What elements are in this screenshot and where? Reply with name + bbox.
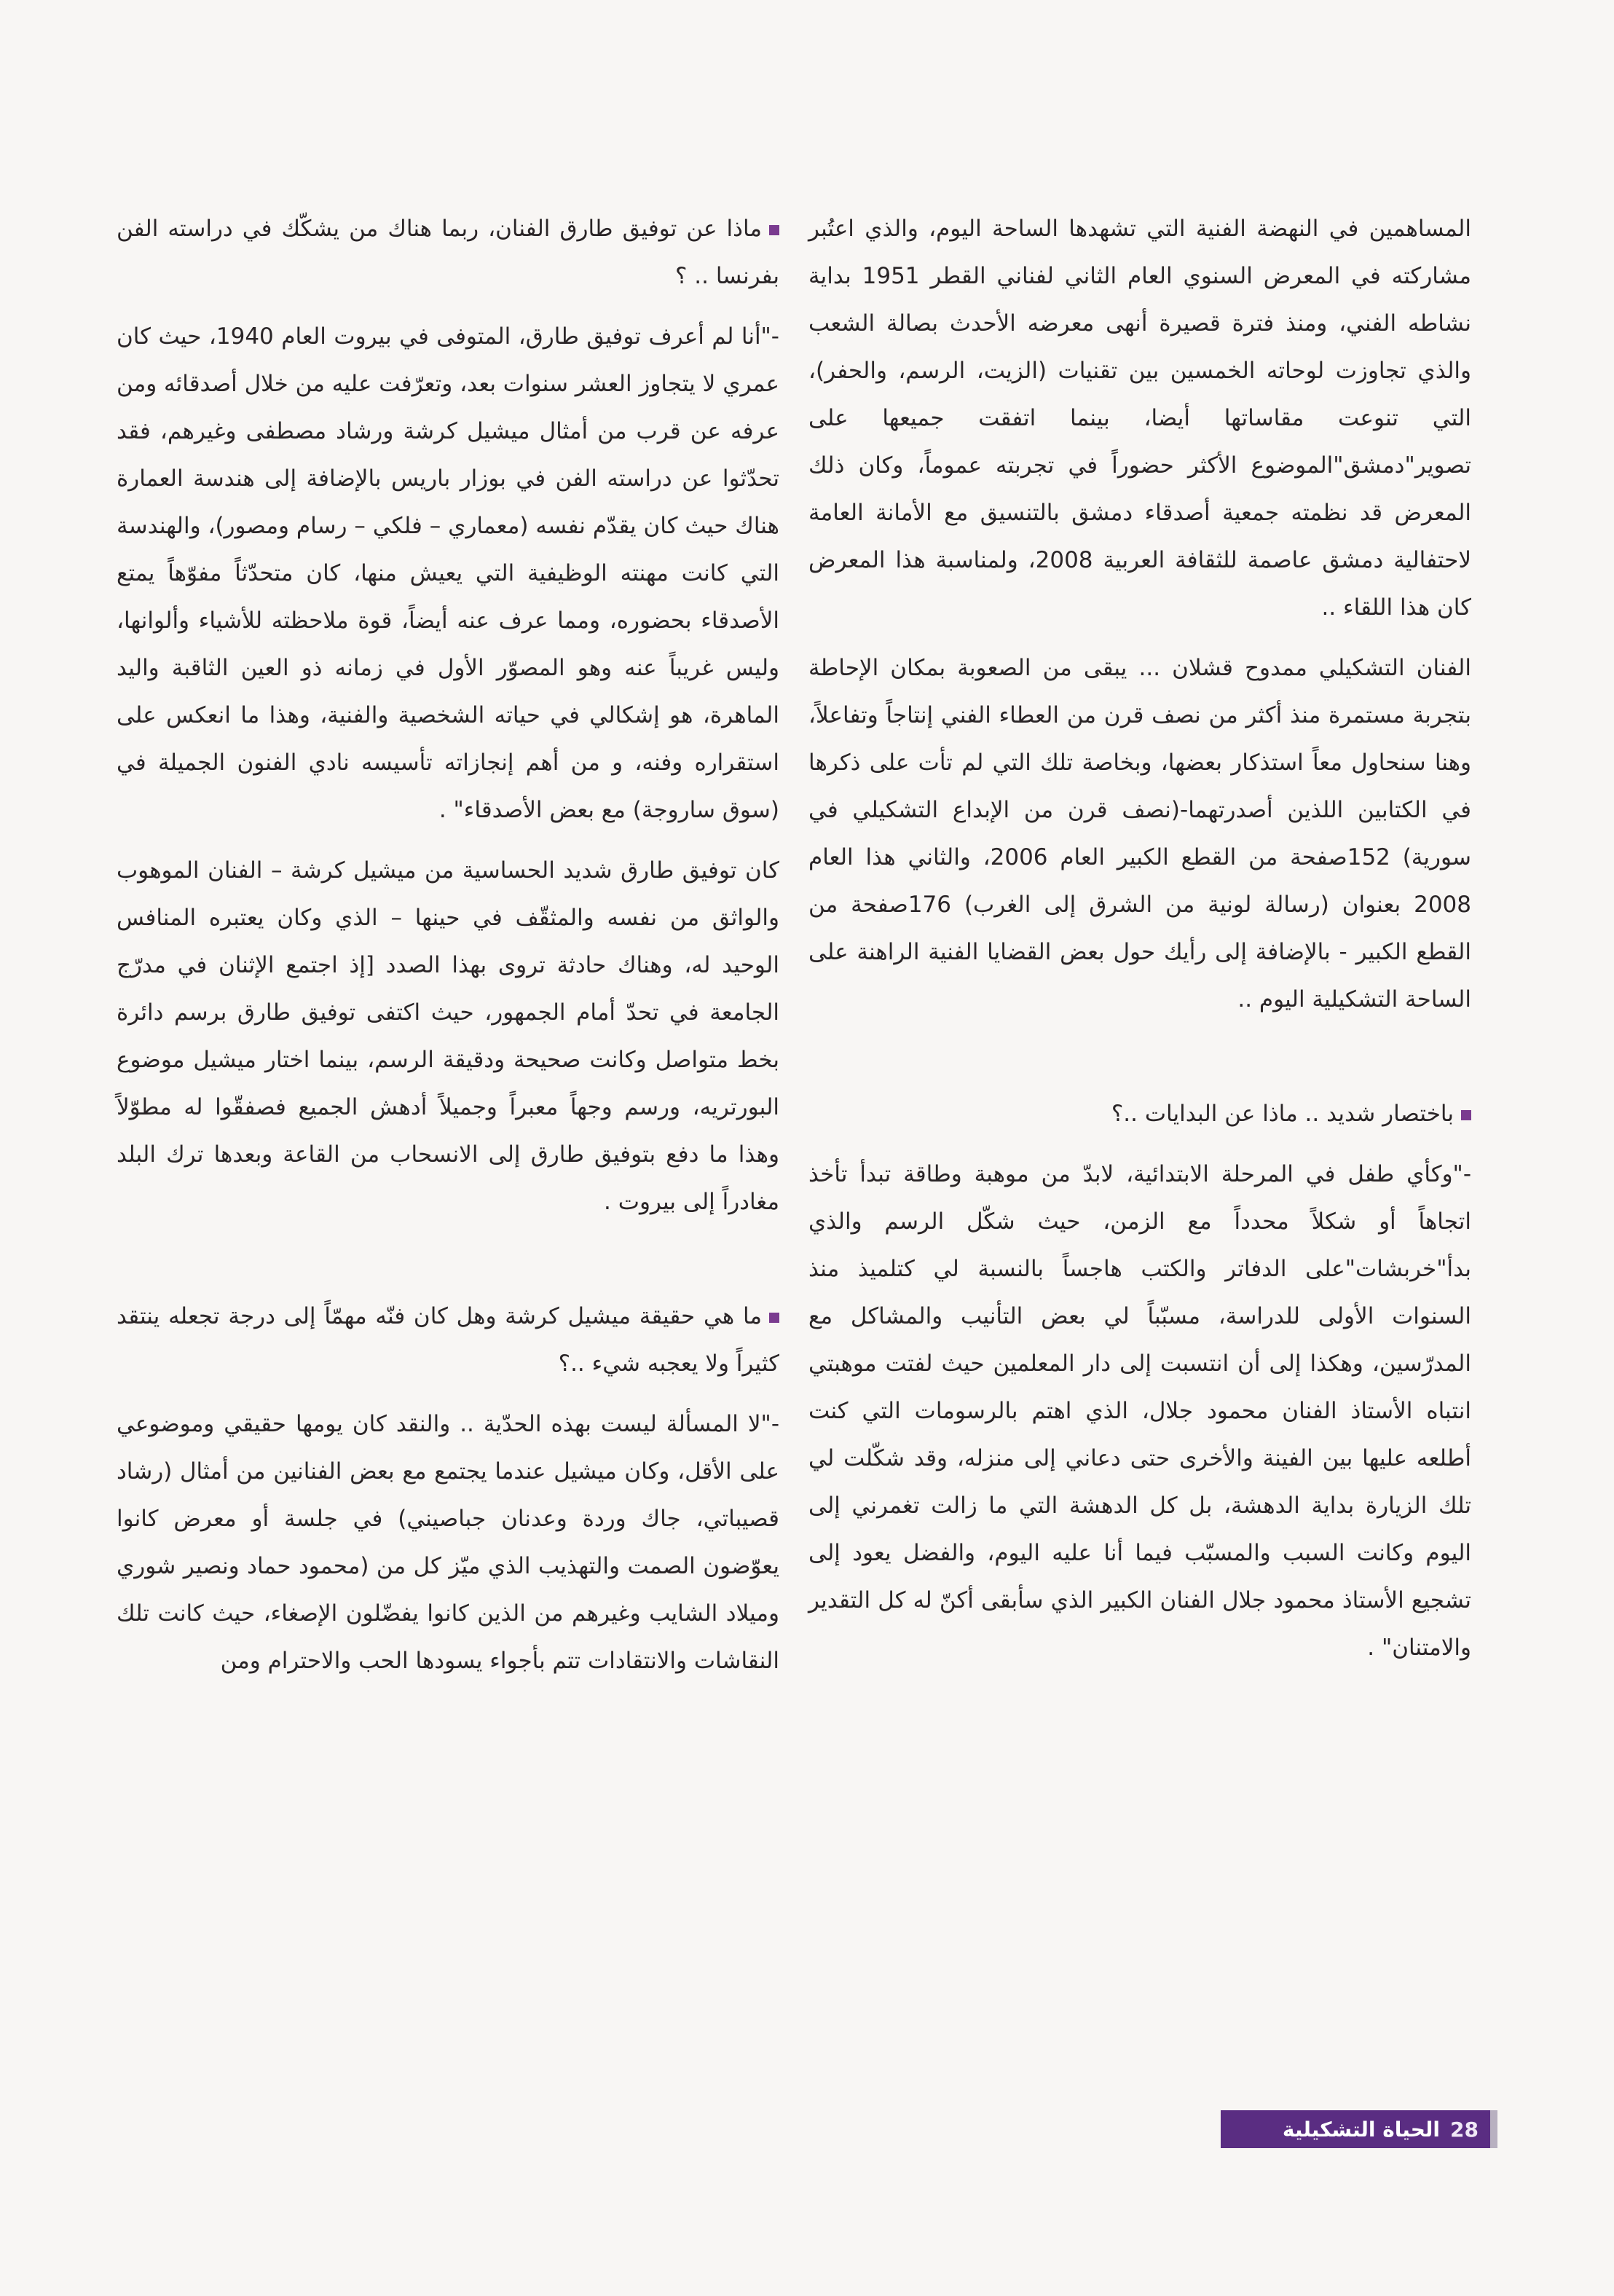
question-beginnings-text: باختصار شديد .. ماذا عن البدايات ..؟ (1111, 1101, 1454, 1127)
kurshe-paragraph: كان توفيق طارق شديد الحساسية من ميشيل كرشة – الفنان الموهوب والواثق من نفسه والمثقّف في حينها – الذي وكان يعتبره المنافس الوحيد له، وهناك حادثة تروى بهذا الصدد [إذ اجتمع الإثنان في مدرّج الجامعة في تحدّ أمام الجمهور، حيث اكتفى توفيق طارق برسم دائرة بخط متواصل وكانت صحيحة ودقيقة الرسم، بينما اختار ميشيل موضوع البورتريه، ورسم وجهاً معبراً وجميلاً أدهش الجميع فصفقّوا له مطوّلاً وهذا ما دفع بتوفيق طارق إلى الانسحاب من القاعة وبعدها ترك البلد مغادراً إلى بيروت . (117, 857, 779, 1215)
page-number: 28 (1450, 2117, 1479, 2142)
question-square-icon (769, 225, 779, 235)
question-beginnings (808, 1090, 1471, 1138)
intro-paragraph: المساهمين في النهضة الفنية التي تشهدها الساحة اليوم، والذي اعتُبر مشاركته في المعرض السنوي العام الثاني لفناني القطر 1951 بداية نشاطه الفني، ومنذ فترة قصيرة أنهى معرضه الأحدث بصالة الشعب والذي تجاوزت لوحاته الخمسين بين تقنيات (الزيت، الرسم، والحفر)، التي تنوعت مقاساتها أيضا، بينما اتفقت جميعها على تصوير"دمشق"الموضوع الأكثر حضوراً في تجربته عموماً، وكان ذلك المعرض قد نظمته جمعية أصدقاء دمشق بالتنسيق مع الأمانة العامة لاحتفالية دمشق عاصمة للثقافة العربية 2008، ولمناسبة هذا المعرض كان هذا اللقاء .. (808, 216, 1472, 621)
question-tawfiq (117, 205, 779, 300)
question-criticism (117, 1293, 779, 1388)
right-column (808, 205, 1471, 1685)
books-paragraph: الفنان التشكيلي ممدوح قشلان ... يبقى من الصعوبة بمكان الإحاطة بتجربة مستمرة منذ أكثر من نصف قرن من العطاء الفني إنتاجاً وتفاعلاً، وهنا سنحاول معاً استذكار بعضها، وبخاصة تلك التي لم تأت على ذكرها في الكتابين اللذين أصدرتهما-(نصف قرن من الإبداع التشكيلي في سورية) 152صفحة من القطع الكبير العام 2006، والثاني هذا العام 2008 بعنوان (رسالة لونية من الشرق إلى الغرب) 176صفحة من القطع الكبير - بالإضافة إلى رأيك حول بعض القضايا الفنية الراهنة على الساحة التشكيلية اليوم .. (808, 655, 1472, 1013)
question-tawfiq-text: ماذا عن توفيق طارق الفنان، ربما هناك من يشكّك في دراسته الفن بفرنسا .. ؟ (117, 216, 779, 289)
answer-tawfiq: -"أنا لم أعرف توفيق طارق، المتوفى في بيروت العام 1940، حيث كان عمري لا يتجاوز العشر سنوات بعد، وتعرّفت عليه من خلال أصدقائه ومن عرفه عن قرب من أمثال ميشيل كرشة ورشاد مصطفى وغيرهم، فقد تحدّثوا عن دراسته الفن في بوزار باريس بالإضافة إلى هندسة العمارة هناك حيث كان يقدّم نفسه (معماري – فلكي – رسام ومصور)، والهندسة التي كانت مهنته الوظيفية التي يعيش منها، كان متحدّثاً مفوّهاً يمتع الأصدقاء بحضوره، ومما عرف عنه أيضاً، قوة ملاحظته للأشياء وألوانها، وليس غريباً عنه وهو المصوّر الأول في زمانه ذو العين الثاقبة واليد الماهرة، هو إشكالي في حياته الشخصية والفنية، وهذا ما انعكس على استقراره وفنه، و من أهم إنجازاته تأسيسه نادي الفنون الجميلة في (سوق ساروجة) مع بعض الأصدقاء" . (117, 323, 779, 823)
question-square-icon (1461, 1110, 1471, 1120)
magazine-title: الحياة التشكيلية (1282, 2117, 1441, 2142)
question-square-icon (769, 1313, 779, 1323)
answer-criticism: -"لا المسألة ليست بهذه الحدّية .. والنقد كان يومها حقيقي وموضوعي على الأقل، وكان ميشيل عندما يجتمع مع بعض الفنانين من أمثال (رشاد قصيباتي، جاك وردة وعدنان جباصيني) في جلسة أو معرض كانوا يعوّضون الصمت والتهذيب الذي ميّز كل من (محمود حماد ونصير شوري وميلاد الشايب وغيرهم من الذين كانوا يفضّلون الإصغاء، حيث كانت تلك النقاشات والانتقادات تتم بأجواء يسودها الحب والاحترام ومن (117, 1411, 779, 1674)
question-criticism-text: ما هي حقيقة ميشيل كرشة وهل كان فنّه مهمّاً إلى درجة تجعله ينتقد كثيراً ولا يعجبه شيء ..؟ (117, 1303, 779, 1377)
page-footer-banner (1221, 2110, 1497, 2148)
left-column (117, 205, 779, 1698)
answer-beginnings: -"وكأي طفل في المرحلة الابتدائية، لابدّ من موهبة وطاقة تبدأ تأخذ اتجاهاً أو شكلاً محدداً مع الزمن، حيث شكّل الرسم والذي بدأ"خربشات"على الدفاتر والكتب هاجساً بالنسبة لي كتلميذ منذ السنوات الأولى للدراسة، مسبّباً لي بعض التأنيب والمشاكل مع المدرّسين، وهكذا إلى أن انتسبت إلى دار المعلمين حيث لفتت موهبتي انتباه الأستاذ الفنان محمود جلال، الذي اهتم بالرسومات التي كنت أطلعه عليها بين الفينة والأخرى حتى دعاني إلى منزله، وقد شكّلت لي تلك الزيارة بداية الدهشة، بل كل الدهشة التي ما زالت تغمرني إلى اليوم وكانت السبب والمسبّب فيما أنا عليه اليوم، والفضل يعود إلى تشجيع الأستاذ محمود جلال الفنان الكبير الذي سأبقى أكنّ له كل التقدير والامتنان" . (808, 1161, 1471, 1661)
